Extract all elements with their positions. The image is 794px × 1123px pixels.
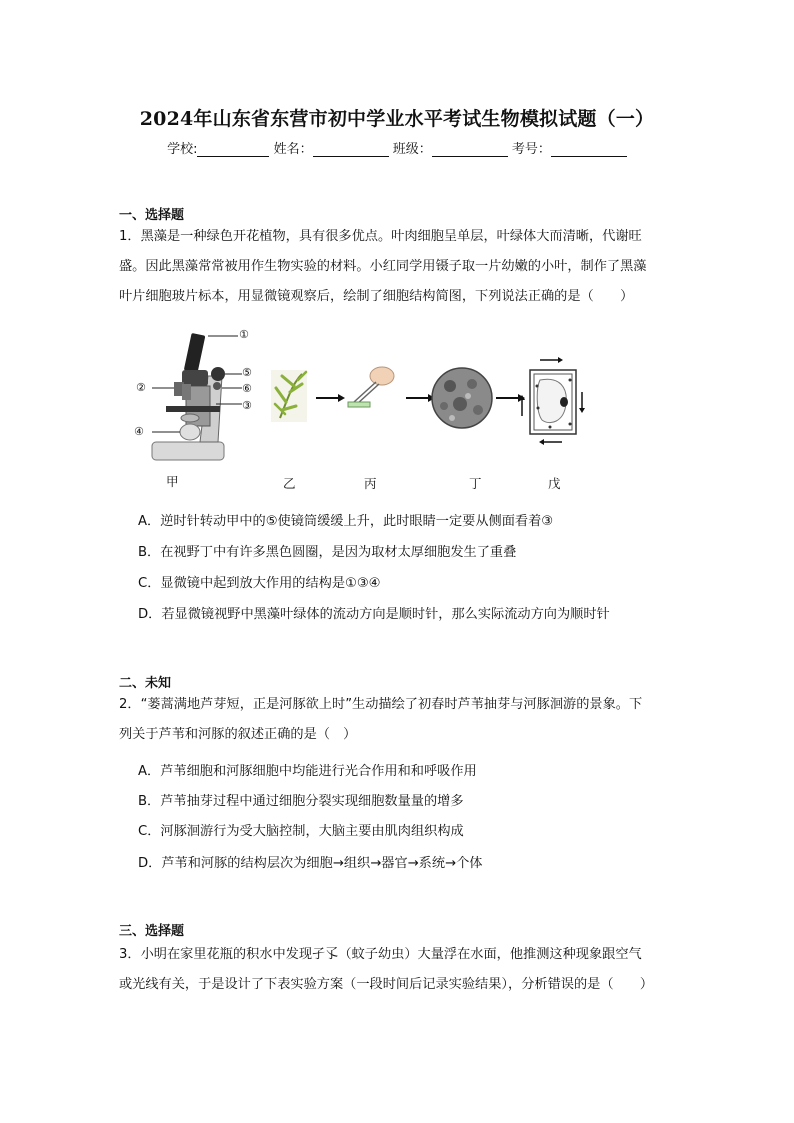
question-1-option-a[interactable]: A．逆时针转动甲中的⑤使镜筒缓缓上升，此时眼睛一定要从侧面看着③: [138, 514, 554, 529]
question-2-option-a[interactable]: A．芦苇细胞和河豚细胞中均能进行光合作用和和呼吸作用: [138, 764, 477, 779]
question-1-option-c[interactable]: C．显微镜中起到放大作用的结构是①③④: [138, 576, 381, 591]
question-3-stem: [119, 940, 679, 1000]
school-blank[interactable]: [197, 142, 269, 157]
figure-drawings: [130, 326, 610, 466]
slide-preparation-illustration: [348, 367, 394, 407]
question-2-line: 列关于芦苇和河豚的叙述正确的是（ ）: [119, 727, 357, 742]
question-1-line: 盛。因此黑藻常常被用作生物实验的材料。小红同学用镊子取一片幼嫩的小叶，制作了黑藻: [119, 259, 647, 274]
section-heading-3: 三、选择题: [119, 924, 185, 939]
question-1-line: 叶片细胞玻片标本，用显微镜观察后，绘制了细胞结构简图，下列说法正确的是（ ）: [119, 289, 634, 304]
question-1-line: 1．黑藻是一种绿色开花植物，具有很多优点。叶肉细胞呈单层，叶绿体大而清晰，代谢旺: [119, 229, 642, 244]
microscope-label: ⑥: [242, 382, 252, 395]
school-label: 学校:: [167, 142, 198, 157]
question-2-stem: [119, 690, 679, 750]
student-info-line: [0, 138, 794, 157]
question-3-line: 或光线有关，于是设计了下表实验方案（一段时间后记录实验结果），分析错误的是（ ）: [119, 977, 654, 992]
question-1-figure: [130, 326, 610, 466]
name-label: 姓名：: [273, 142, 313, 157]
question-1-stem: [119, 222, 679, 312]
number-blank[interactable]: [551, 142, 627, 157]
question-2-option-c[interactable]: C．河豚洄游行为受大脑控制，大脑主要由肌肉组织构成: [138, 824, 464, 839]
class-blank[interactable]: [432, 142, 508, 157]
question-2-line: 2．“蒌蒿满地芦芽短，正是河豚欲上时”生动描绘了初春时芦苇抽芽与河豚洄游的景象。下: [119, 697, 643, 712]
figure-caption: 乙: [283, 476, 296, 491]
question-1-option-d[interactable]: D．若显微镜视野中黑藻叶绿体的流动方向是顺时针，那么实际流动方向为顺时针: [138, 607, 610, 622]
question-2-option-d[interactable]: D．芦苇和河豚的结构层次为细胞→组织→器官→系统→个体: [138, 856, 483, 871]
microscope-label: ②: [136, 381, 146, 394]
page-title: 2024年山东省东营市初中学业水平考试生物模拟试题（一）: [139, 108, 655, 130]
microscope-label: ⑤: [242, 366, 252, 379]
figure-caption: 丁: [469, 476, 482, 491]
microscope-label: ④: [134, 425, 144, 438]
plant-sprig-illustration: [271, 370, 307, 422]
name-blank[interactable]: [313, 142, 389, 157]
class-label: 班级：: [392, 142, 432, 157]
figure-caption: 丙: [364, 476, 377, 491]
microscope-illustration: [152, 333, 242, 460]
figure-caption: 甲: [166, 474, 179, 489]
microscope-label: ①: [239, 328, 249, 341]
microscope-field-view: [432, 368, 492, 428]
microscope-label: ③: [242, 399, 252, 412]
question-1-option-b[interactable]: B．在视野丁中有许多黑色圆圈，是因为取材太厚细胞发生了重叠: [138, 545, 517, 560]
number-label: 考号：: [511, 142, 551, 157]
section-heading-1: 一、选择题: [119, 208, 185, 223]
figure-caption: 戊: [548, 476, 561, 491]
cell-structure-diagram: [519, 357, 585, 445]
question-2-option-b[interactable]: B．芦苇抽芽过程中通过细胞分裂实现细胞数量量的增多: [138, 794, 464, 809]
question-3-line: 3．小明在家里花瓶的积水中发现孑孓（蚊子幼虫）大量浮在水面，他推测这种现象跟空气: [119, 947, 642, 962]
section-heading-2: 二、未知: [119, 676, 172, 691]
